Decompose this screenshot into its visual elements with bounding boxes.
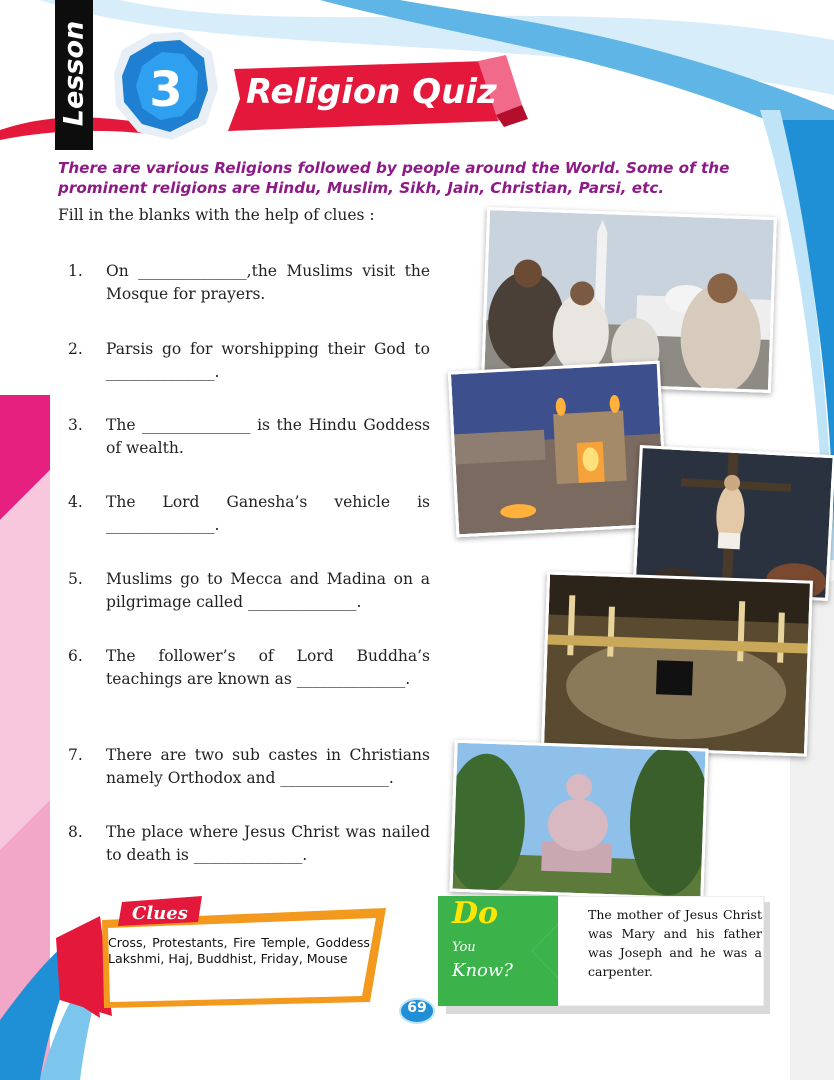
page-number: 69: [407, 1000, 427, 1016]
lesson-label: Lesson: [58, 20, 90, 127]
question-text: On ______________,the Muslims visit the Mosque for prayers.: [106, 262, 430, 303]
intro-text: There are various Religions followed by people around the World. Some of the prominent religions are Hindu, Muslim, Sikh, Jain, Christian, Parsi, etc.: [58, 159, 730, 197]
dyk-do-label: Do: [452, 896, 499, 931]
instruction-text: Fill in the blanks with the help of clues :: [58, 206, 375, 224]
question-number: 4.: [68, 493, 83, 511]
question-number: 7.: [68, 746, 83, 764]
dyk-you-label: You: [452, 940, 476, 955]
question-text: The place where Jesus Christ was nailed to death is ______________.: [106, 823, 430, 864]
page-title: Religion Quiz: [246, 72, 497, 112]
question-number: 8.: [68, 823, 83, 841]
dyk-text: The mother of Jesus Christ was Mary and his father was Joseph and he was a carpenter.: [588, 907, 762, 979]
clues-text: Cross, Protestants, Fire Temple, Goddess Lakshmi, Haj, Buddhist, Friday, Mouse: [108, 935, 370, 966]
buddha-statue-photo: [449, 740, 708, 901]
dyk-know-label: Know?: [452, 960, 513, 981]
question-text: There are two sub castes in Christians namely Orthodox and ______________.: [106, 746, 430, 787]
question-text: The ______________ is the Hindu Goddess of wealth.: [106, 416, 430, 457]
question-number: 2.: [68, 340, 83, 358]
question-number: 6.: [68, 647, 83, 665]
question-text: Muslims go to Mecca and Madina on a pilgrimage called ______________.: [106, 570, 430, 611]
mecca-photo: [541, 571, 813, 756]
question-number: 5.: [68, 570, 83, 588]
question-text: Parsis go for worshipping their God to ______________.: [106, 340, 430, 381]
question-number: 1.: [68, 262, 83, 280]
question-text: The Lord Ganesha’s vehicle is ______________.: [106, 493, 430, 534]
clues-label: Clues: [132, 903, 188, 924]
lesson-number: 3: [149, 62, 183, 118]
question-text: The follower’s of Lord Buddha’s teachings are known as ______________.: [106, 647, 430, 688]
question-number: 3.: [68, 416, 83, 434]
lesson-tab: [55, 0, 93, 150]
fire-temple-photo: [448, 361, 668, 538]
